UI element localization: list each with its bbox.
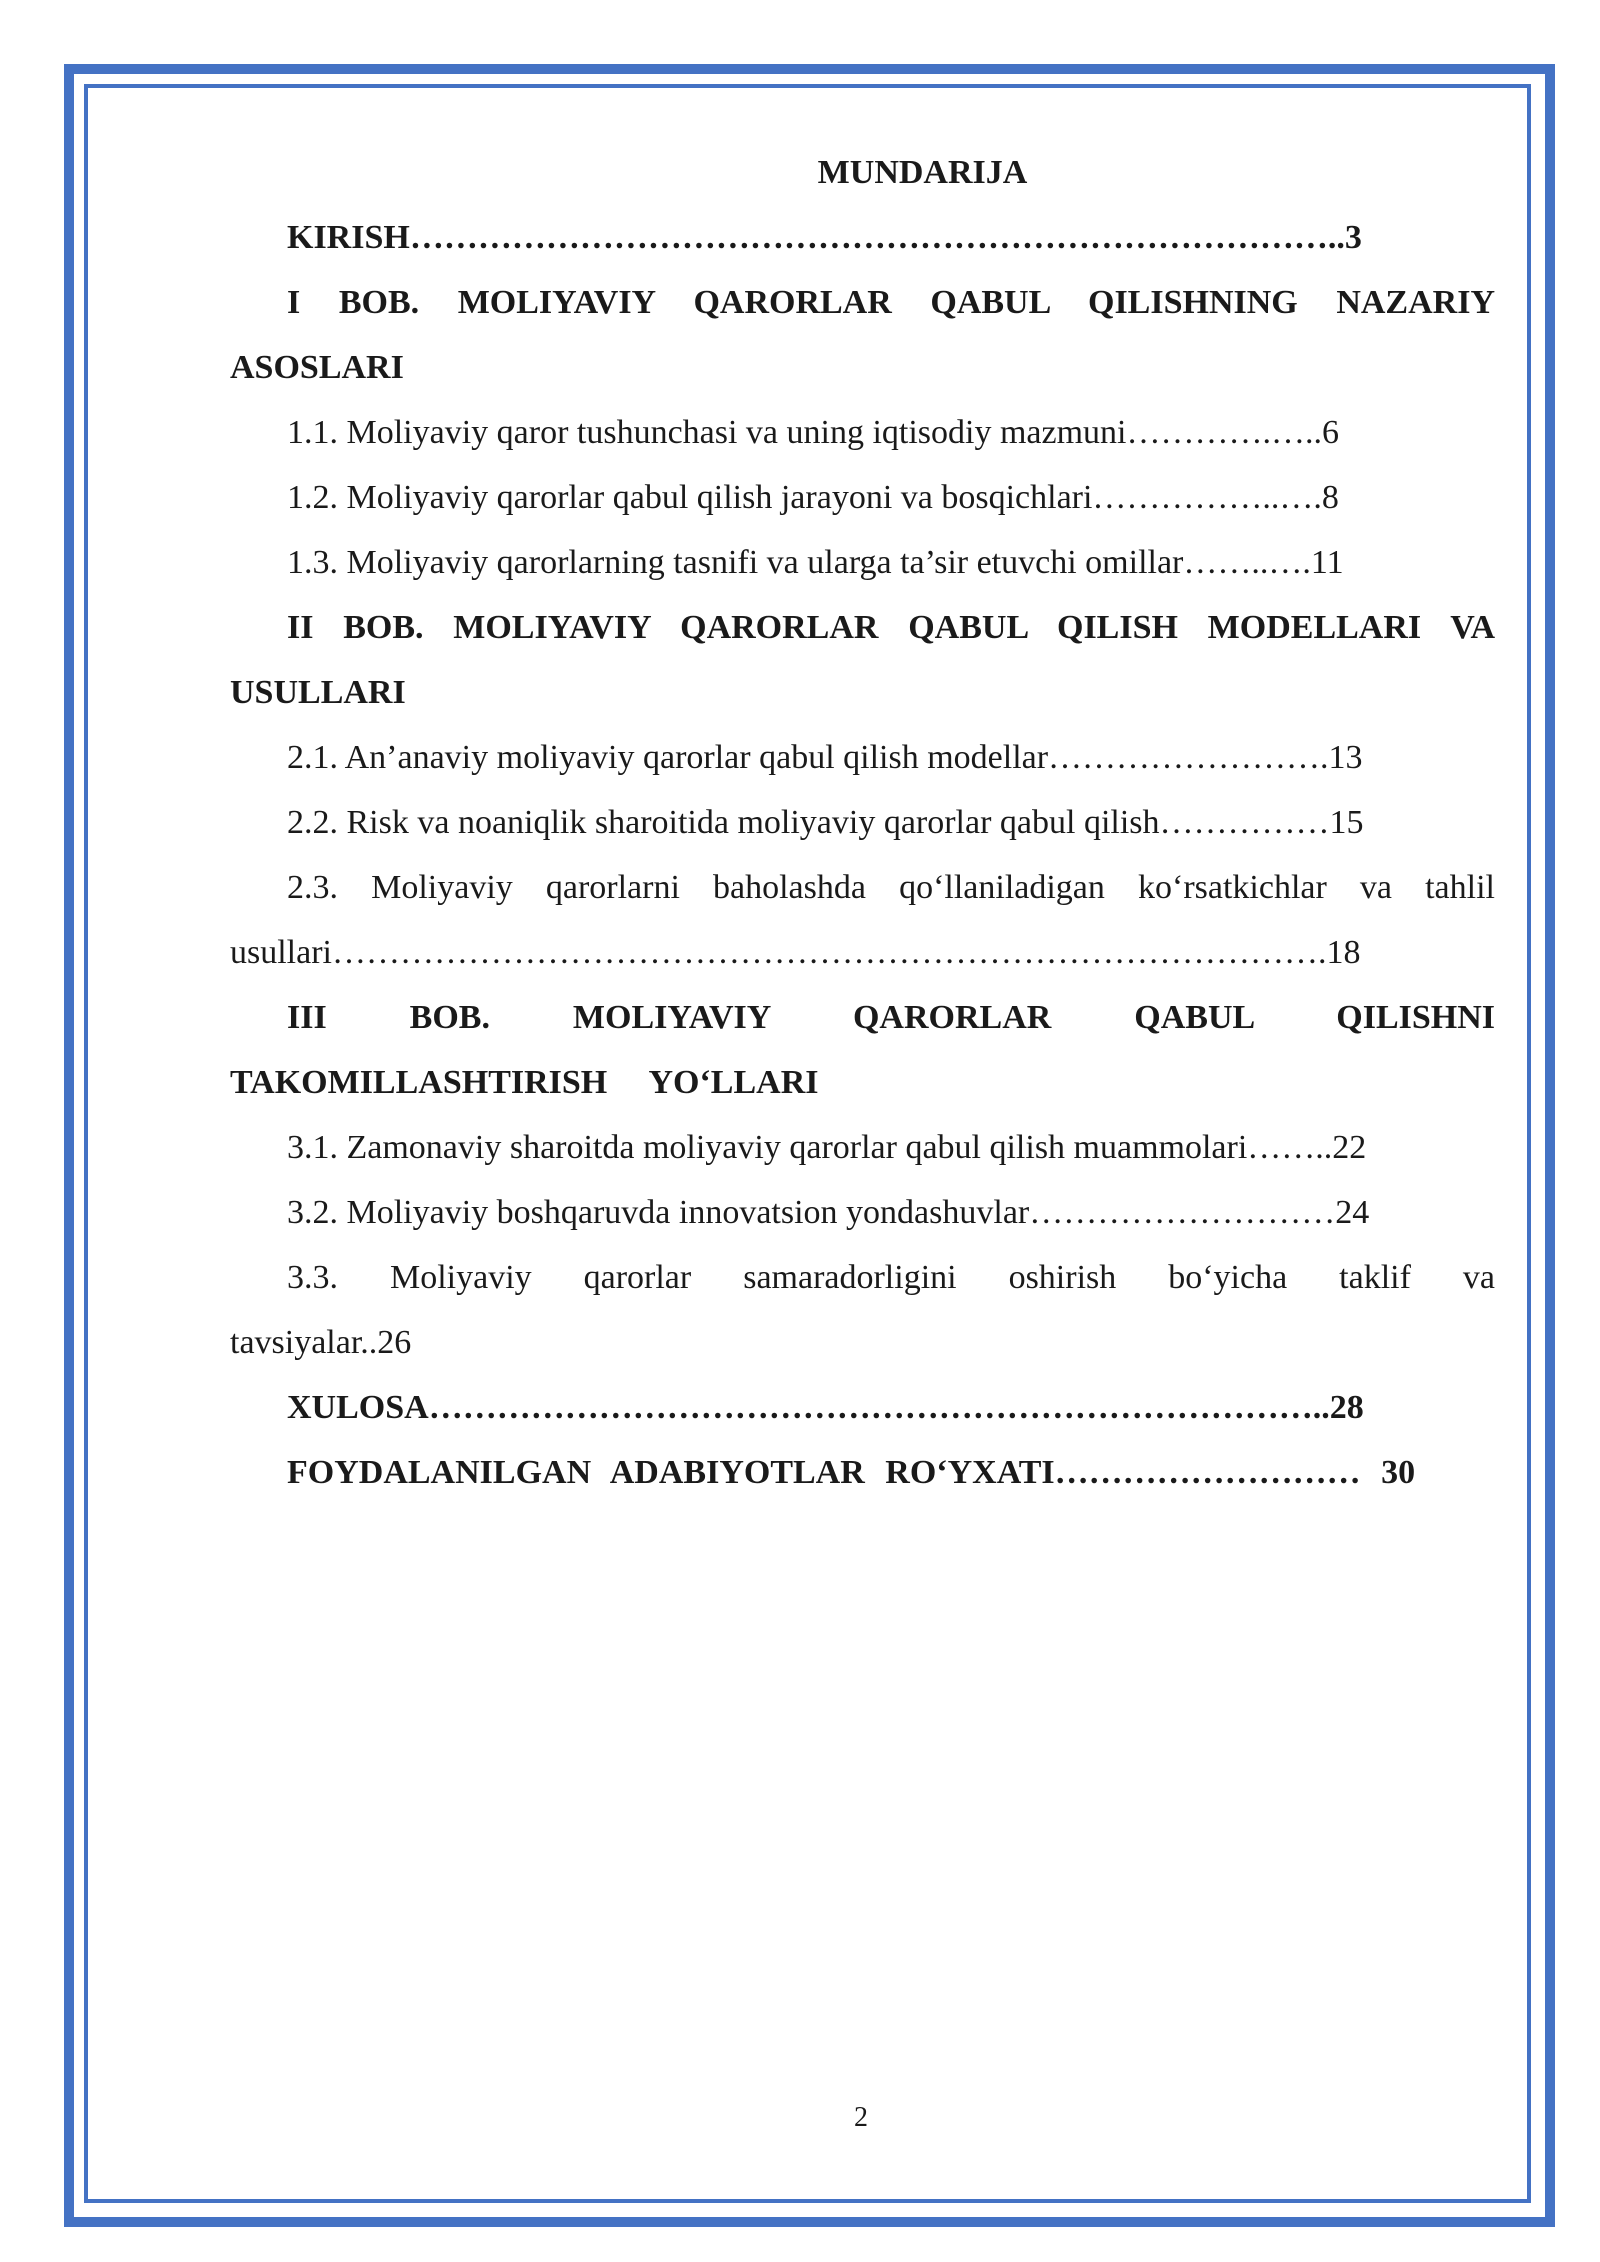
toc-entry-xulosa: XULOSA……………………………………………………………………..28 [287, 1389, 1364, 1426]
toc-entry-3-2: 3.2. Moliyaviy boshqaruvda innovatsion yondashuvlar………………………24 [287, 1194, 1370, 1231]
toc-entry-chapter-2: II BOB. MOLIYAVIY QARORLAR QABUL QILISH MODELLARI VA USULLARI [230, 609, 1495, 711]
toc-entry-3-3: 3.3. Moliyaviy qarorlar samaradorligini oshirish bo‘yicha taklif va tavsiyalar..26 [230, 1259, 1495, 1361]
toc-entry-2-1: 2.1. An’anaviy moliyaviy qarorlar qabul qilish modellar…………………….13 [287, 739, 1363, 776]
toc-entry-chapter-1: I BOB. MOLIYAVIY QARORLAR QABUL QILISHNING NAZARIY ASOSLARI [230, 284, 1495, 386]
toc-entry-1-2: 1.2. Moliyaviy qarorlar qabul qilish jarayoni va bosqichlari……………..….8 [287, 479, 1339, 516]
toc-entry-chapter-3: III BOB. MOLIYAVIY QARORLAR QABUL QILISHNI TAKOMILLASHTIRISH YO‘LLARI [230, 999, 1495, 1101]
toc-entry-kirish: KIRISH………………………………………………………………………..3 [287, 219, 1362, 256]
page-number: 2 [854, 2102, 868, 2133]
toc-entry-2-3: 2.3. Moliyaviy qarorlarni baholashda qo‘llaniladigan ko‘rsatkichlar va tahlil usullari…………………………………………………………………………….18 [230, 869, 1495, 971]
toc-title: MUNDARIJA [817, 154, 1028, 191]
toc-entry-1-3: 1.3. Moliyaviy qarorlarning tasnifi va ularga ta’sir etuvchi omillar……..….11 [287, 544, 1344, 581]
toc-entry-1-1: 1.1. Moliyaviy qaror tushunchasi va uning iqtisodiy mazmuni………….…..6 [287, 414, 1340, 451]
toc-entry-3-1: 3.1. Zamonaviy sharoitda moliyaviy qarorlar qabul qilish muammolari……..22 [287, 1129, 1367, 1166]
toc-entry-references: FOYDALANILGAN ADABIYOTLAR RO‘YXATI……………………… 30 [287, 1454, 1416, 1491]
toc-entry-2-2: 2.2. Risk va noaniqlik sharoitida moliyaviy qarorlar qabul qilish……………15 [287, 804, 1364, 841]
table-of-contents [230, 140, 1495, 1505]
